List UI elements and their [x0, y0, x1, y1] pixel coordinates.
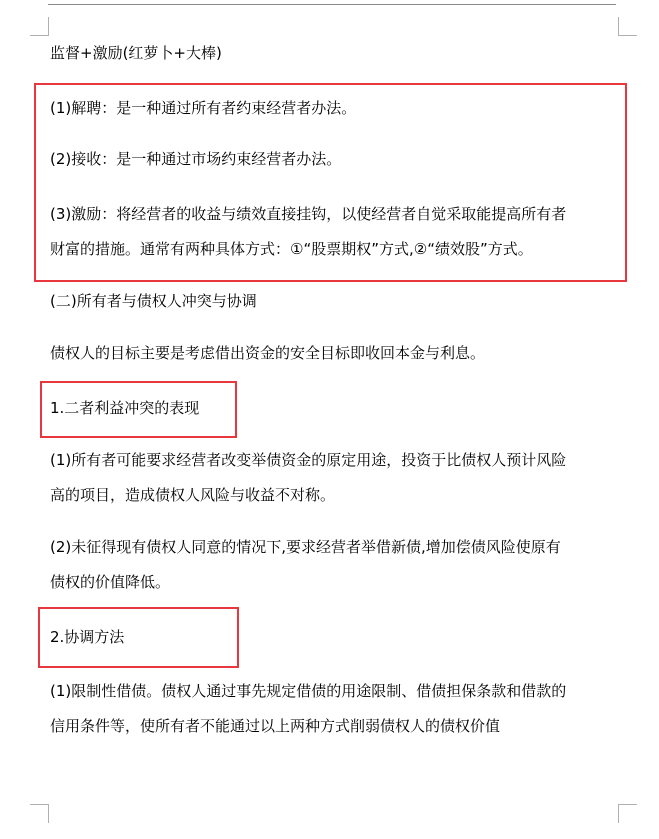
- margin-corner-top-left: [30, 17, 49, 36]
- sub1-item2-line2: 债权的价值降低。: [50, 573, 171, 591]
- header-rule: [48, 4, 616, 5]
- margin-corner-bottom-right: [618, 804, 637, 823]
- sub1-item1-line2: 高的项目，造成债权人风险与收益不对称。: [50, 486, 336, 504]
- sub2-title: 2.协调方法: [50, 628, 125, 646]
- item-dismissal: (1)解聘：是一种通过所有者约束经营者办法。: [50, 99, 357, 117]
- sub1-title: 1.二者利益冲突的表现: [50, 399, 200, 417]
- item-incentive-line1: (3)激励：将经营者的收益与绩效直接挂钩，以使经营者自觉采取能提高所有者: [50, 205, 567, 223]
- sub2-item1-line1: (1)限制性借债。债权人通过事先规定借债的用途限制、借债担保条款和借款的: [50, 682, 567, 700]
- item-incentive-line2: 财富的措施。通常有两种具体方式：①“股票期权”方式,②“绩效股”方式。: [50, 240, 533, 258]
- margin-corner-top-right: [618, 17, 637, 36]
- creditor-goal-text: 债权人的目标主要是考虑借出资金的安全目标即收回本金与利息。: [50, 344, 486, 362]
- section2-title: (二)所有者与债权人冲突与协调: [50, 292, 257, 310]
- item-takeover: (2)接收：是一种通过市场约束经营者办法。: [50, 150, 342, 168]
- heading-line: 监督+激励(红萝卜+大棒): [50, 44, 222, 62]
- margin-corner-bottom-left: [30, 804, 49, 823]
- sub2-item1-line2: 信用条件等，使所有者不能通过以上两种方式削弱债权人的债权价值: [50, 717, 501, 735]
- sub1-item2-line1: (2)未征得现有债权人同意的情况下,要求经营者举借新债,增加偿债风险使原有: [50, 538, 561, 556]
- sub1-item1-line1: (1)所有者可能要求经营者改变举债资金的原定用途，投资于比债权人预计风险: [50, 451, 567, 469]
